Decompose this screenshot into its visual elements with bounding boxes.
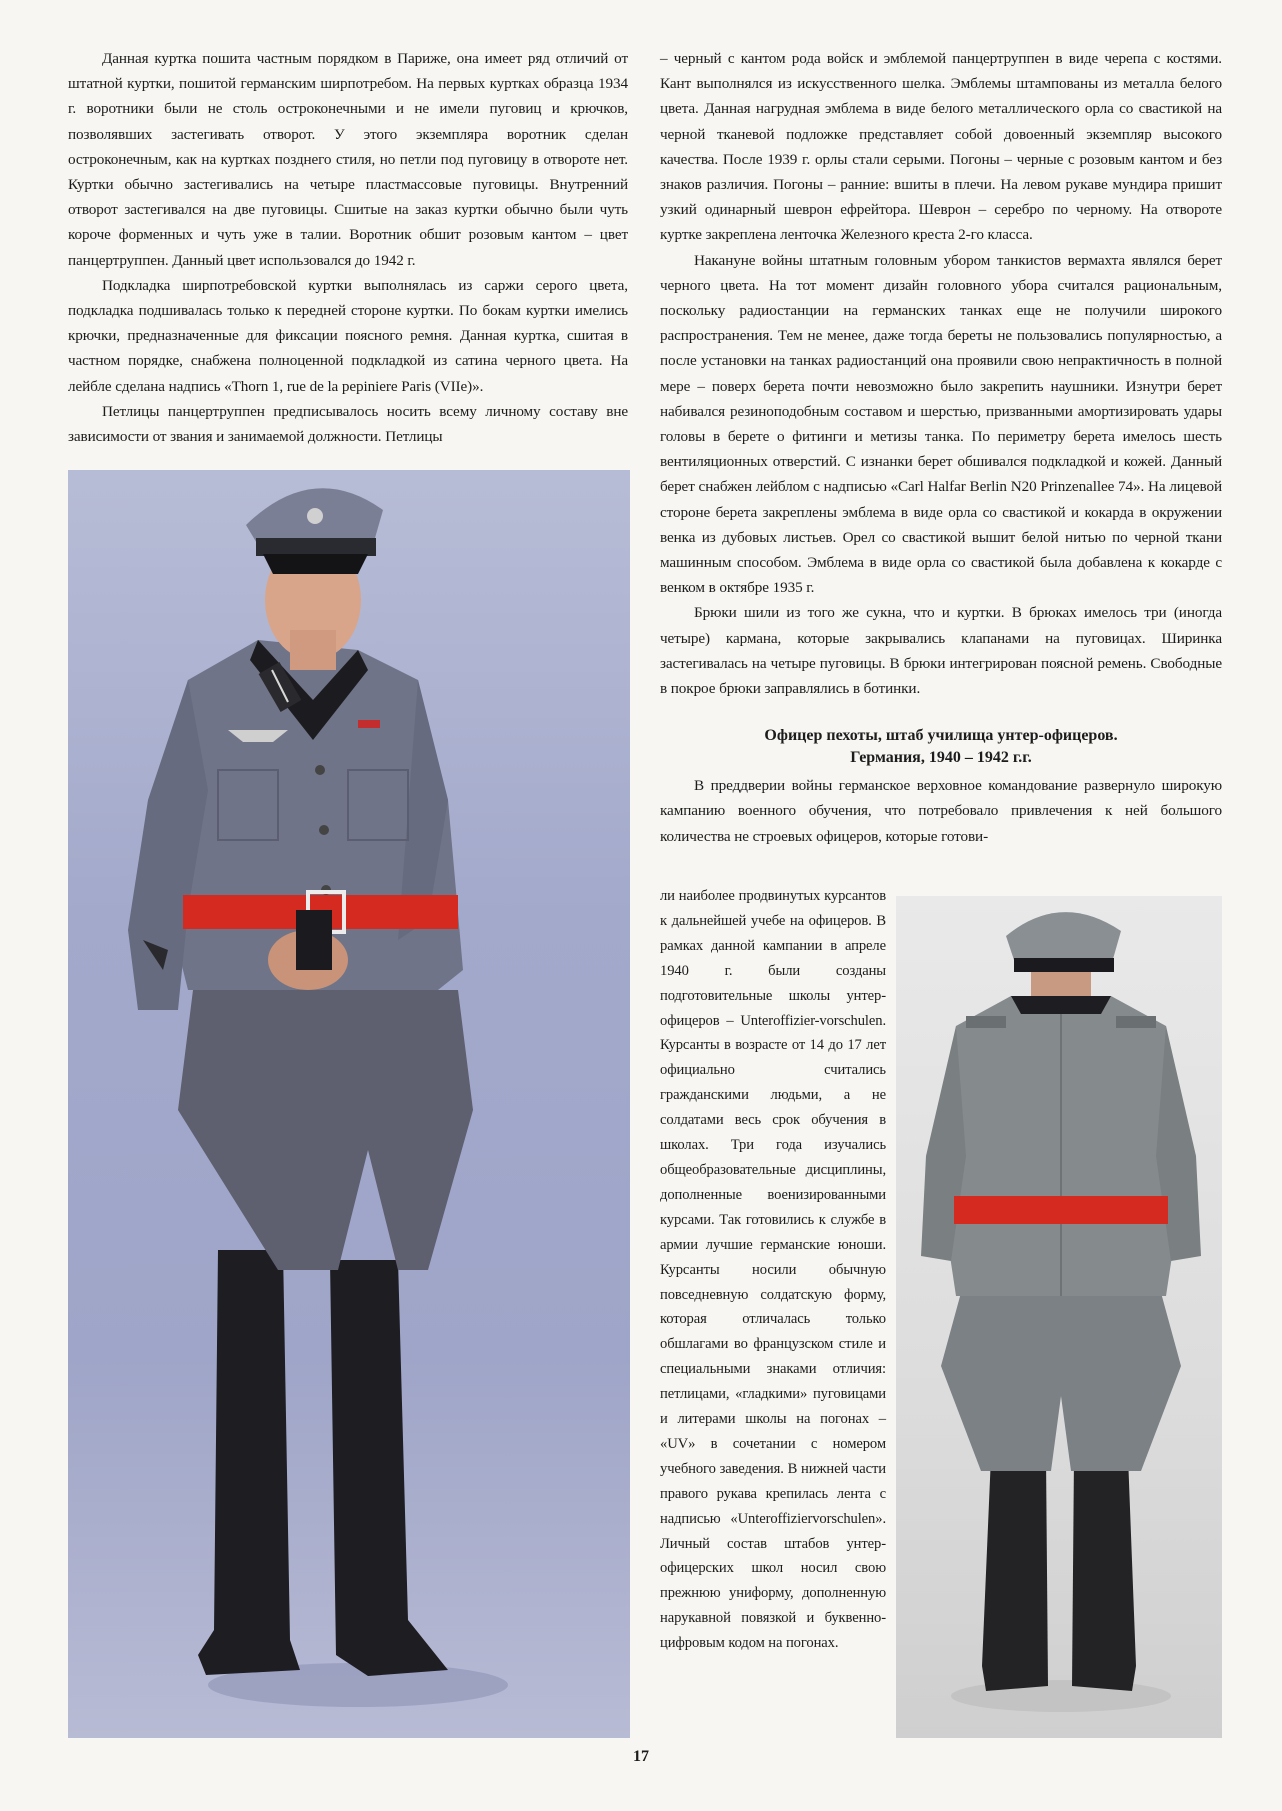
photo-panzer-soldier-front — [68, 470, 630, 1738]
paragraph: ли наиболее продвинутых курсантов к дальнейшей учебе на офицеров. В рамках данной кампании в апреле 1940 г. были созданы подготовительные школы унтер-офицеров – Unteroffizier-vorschulen. Курсанты в возрасте от 14 до 17 лет официально считались гражданскими людьми, а не солдатами весь срок обучения в школах. Три года изучались общеобразовательные дисциплины, дополненные военизированными курсами. Так готовились к службе в армии лучшие германские юноши. Курсанты носили обычную повседневную солдатскую форму, которая отличалась только обшлагами во французском стиле и специальными знаками отличия: петлицами, «гладкими» пуговицами и литерами школы на погонах – «UV» в сочетании с номером учебного заведения. В нижней части правого рукава крепилась лента с надписью «Unteroffiziervorschulen». Личный состав штабов унтер-офицерских школ носил свою прежнюю униформу, дополненную нарукавной повязкой и буквенно-цифровым кодом на погонах. — [660, 888, 886, 1652]
officer-back-illustration — [896, 896, 1222, 1738]
paragraph: – черный с кантом рода войск и эмблемой панцертруппен в виде черепа с костями. Кант выполнялся из искусственного шелка. Эмблемы штампованы из металла белого цвета. Данная нагрудная эмблема в виде белого металлического орла со свастикой на черной тканевой подложке представляет собой довоенный экземпляр высокого качества. После 1939 г. орлы стали серыми. Погоны – черные с розовым кантом и без знаков различия. Погоны – ранние: вшиты в плечи. На левом рукаве мундира пришит узкий одинарный шеврон ефрейтора. Шеврон – серебро по черному. На отвороте куртке закреплена ленточка Железного креста 2-го класса. — [660, 50, 1222, 244]
page-number: 17 — [633, 1748, 649, 1765]
photo-infantry-officer-back — [896, 896, 1222, 1738]
soldier-front-illustration — [68, 470, 630, 1738]
section-heading — [660, 725, 1222, 769]
paragraph: Подкладка ширпотребовской куртки выполнялась из саржи серого цвета, подкладка подшивалась только к передней стороне куртки. По бокам куртки имелись крючки, предназначенные для фиксации поясного ремня. Данная куртка, сшитая в частном порядке, снабжена полноценной подкладкой из сатина черного цвета. На лейбле сделана надпись «Thorn 1, rue de la pepiniere Paris (VIIe)». — [68, 276, 628, 395]
narrow-column-text — [660, 884, 886, 1656]
left-column-text — [68, 46, 628, 449]
heading-line: Германия, 1940 – 1942 г.г. — [850, 749, 1032, 767]
heading-line: Офицер пехоты, штаб училища унтер-офицеров. — [764, 727, 1118, 745]
right-column-text — [660, 46, 1222, 849]
paragraph: Данная куртка пошита частным порядком в Париже, она имеет ряд отличий от штатной куртки, пошитой германским ширпотребом. На первых куртках образца 1934 г. воротники были не столь остроконечными и не имели пуговиц и крючков, позволявших застегивать отворот. У этого экземпляра воротник сделан остроконечным, как на куртках позднего стиля, но петли под пуговицу в отвороте нет. Куртки обычно застегивались на четыре пластмассовые пуговицы. Внутренний отворот застегивался на две пуговицы. Сшитые на заказ куртки обычно были чуть короче форменных и чуть уже в талии. Воротник обшит розовым кантом – цвет панцертруппен. Данный цвет использовался до 1942 г. — [68, 50, 628, 269]
paragraph: Брюки шили из того же сукна, что и куртки. В брюках имелось три (иногда четыре) кармана, которые закрывались клапанами на пуговицах. Ширинка застегивалась на четыре пуговицы. В брюки интегрирован поясной ремень. Свободные в покрое брюки заправлялись в ботинки. — [660, 604, 1222, 698]
paragraph: Петлицы панцертруппен предписывалось носить всему личному составу вне зависимости от звания и занимаемой должности. Петлицы — [68, 402, 628, 446]
paragraph: В преддверии войны германское верховное командование развернуло широкую кампанию военного обучения, что потребовало привлечения к ней большого количества не строевых офицеров, которые готови- — [660, 777, 1222, 845]
paragraph: Накануне войны штатным головным убором танкистов вермахта являлся берет черного цвета. На тот момент дизайн головного убора считался рациональным, поскольку радиостанции на германских танках еще не получили широкого распространения. Тем не менее, даже тогда береты не пользовались популярностью, а после установки на танках радиостанций она проявили свою непрактичность в полной мере – поверх берета почти невозможно было закрепить наушники. Изнутри берет набивался резиноподобным составом и шерстью, призванными амортизировать удары головы в берете о фитинги и метизы танка. По периметру берета имелось шесть вентиляционных отверстий. С изнанки берет обшивался подкладкой и кожей. Данный берет снабжен лейблом с надписью «Carl Halfar Berlin N20 Prinzenallee 74». На лицевой стороне берета закреплены эмблема в виде орла со свастикой и кокарда в окружении венка из дубовых листьев. Орел со свастикой вышит белой нитью по черной ткани машинным способом. Эмблема в виде орла со свастикой была добавлена к кокарде с венком в октябре 1935 г. — [660, 251, 1222, 597]
